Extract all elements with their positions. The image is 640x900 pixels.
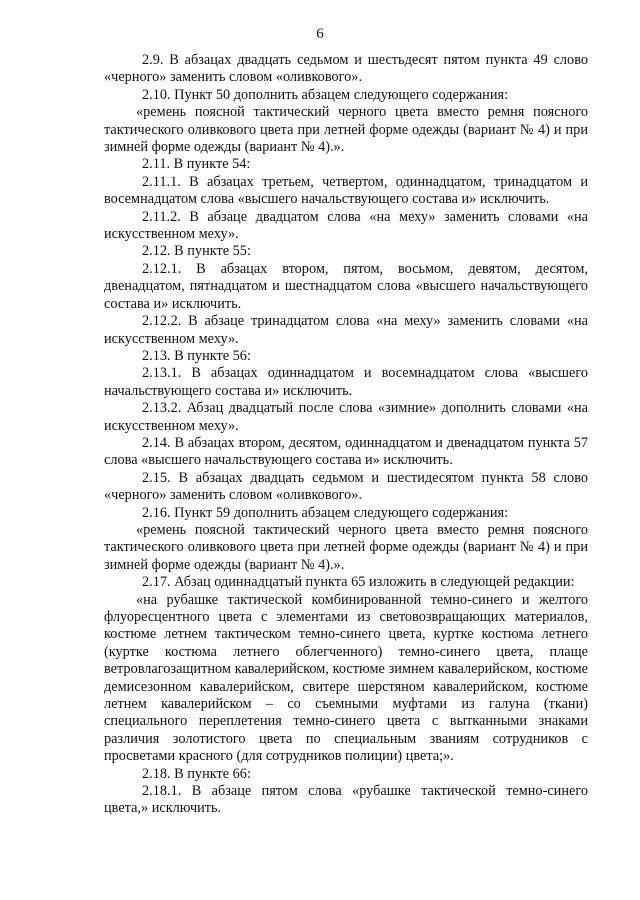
paragraph-2-11: 2.11. В пункте 54:: [142, 156, 251, 173]
quoted-paragraph: «ремень поясной тактический черного цвета вместо ремня поясного тактического оливкового цвета при летней форме одежды (вариант № 4) и при зимней форме одежды (вариант № 4).».: [104, 104, 588, 156]
paragraph-2-13: 2.13. В пункте 56:: [142, 347, 251, 364]
paragraph-2-13-2: 2.13.2. Абзац двадцатый после слова «зимние» дополнить словами «на искусственном меху».: [104, 400, 588, 434]
paragraph-2-13-1: 2.13.1. В абзацах одиннадцатом и восемнадцатом слова «высшего начальствующего состава и» исключить.: [104, 365, 588, 399]
paragraph-2-9: 2.9. В абзацах двадцать седьмом и шестьдесят пятом пункта 49 слово «черного» заменить словом «оливкового».: [104, 52, 588, 86]
quoted-paragraph: «на рубашке тактической комбинированной темно-синего и желтого флуоресцентного цвета с элементами из световозвращающих материалов, костюме летнем тактическом темно-синего цвета, куртке костюма летнего (куртке костюма летнего облегченного) темно-синего цвета, плаще ветровлагозащитном кавалерийском, костюме зимнем кавалерийском, костюме демисезонном кавалерийском, свитере шерстяном кавалерийском, костюме летнем кавалерийском – со съемными муфтами из галуна (ткани) специального переплетения темно-синего цвета с вытканными знаками различия золотистого цвета по специальным званиям сотрудников с просветами красного (для сотрудников полиции) цвета;».: [104, 591, 588, 765]
paragraph-2-15: 2.15. В абзацах двадцать седьмом и шестидесятом пункта 58 слово «черного» заменить словом «оливкового».: [104, 469, 588, 504]
quoted-paragraph: «ремень поясной тактический черного цвета вместо ремня поясного тактического оливкового цвета при летней форме одежды (вариант № 4) и при зимней форме одежды (вариант № 4).».: [104, 521, 588, 573]
paragraph-2-14: 2.14. В абзацах втором, десятом, одиннадцатом и двенадцатом пункта 57 слова «высшего начальствующего состава и» исключить.: [104, 434, 588, 469]
paragraph-2-12-1: 2.12.1. В абзацах втором, пятом, восьмом, девятом, десятом, двенадцатом, пятнадцатом и шестнадцатом слова «высшего начальствующего состава и» исключить.: [104, 260, 588, 312]
document-body: [104, 52, 588, 818]
paragraph-2-12-2: 2.12.2. В абзаце тринадцатом слова «на меху» заменить словами «на искусственном меху».: [104, 313, 588, 347]
paragraph-2-11-2: 2.11.2. В абзаце двадцатом слова «на меху» заменить словами «на искусственном меху».: [104, 208, 588, 243]
page-number: 6: [316, 26, 324, 42]
paragraph-2-16: 2.16. Пункт 59 дополнить абзацем следующего содержания:: [142, 504, 509, 521]
paragraph-2-18: 2.18. В пункте 66:: [142, 765, 251, 782]
paragraph-2-17: 2.17. Абзац одиннадцатый пункта 65 изложить в следующей редакции:: [142, 574, 575, 591]
paragraph-2-11-1: 2.11.1. В абзацах третьем, четвертом, одиннадцатом, тринадцатом и восемнадцатом слова «высшего начальствующего состава и» исключить.: [104, 173, 588, 208]
paragraph-2-10: 2.10. Пункт 50 дополнить абзацем следующего содержания:: [142, 86, 509, 103]
paragraph-2-18-1: 2.18.1. В абзаце пятом слова «рубашке тактической темно-синего цвета,» исключить.: [104, 783, 588, 817]
paragraph-2-12: 2.12. В пункте 55:: [142, 243, 251, 260]
